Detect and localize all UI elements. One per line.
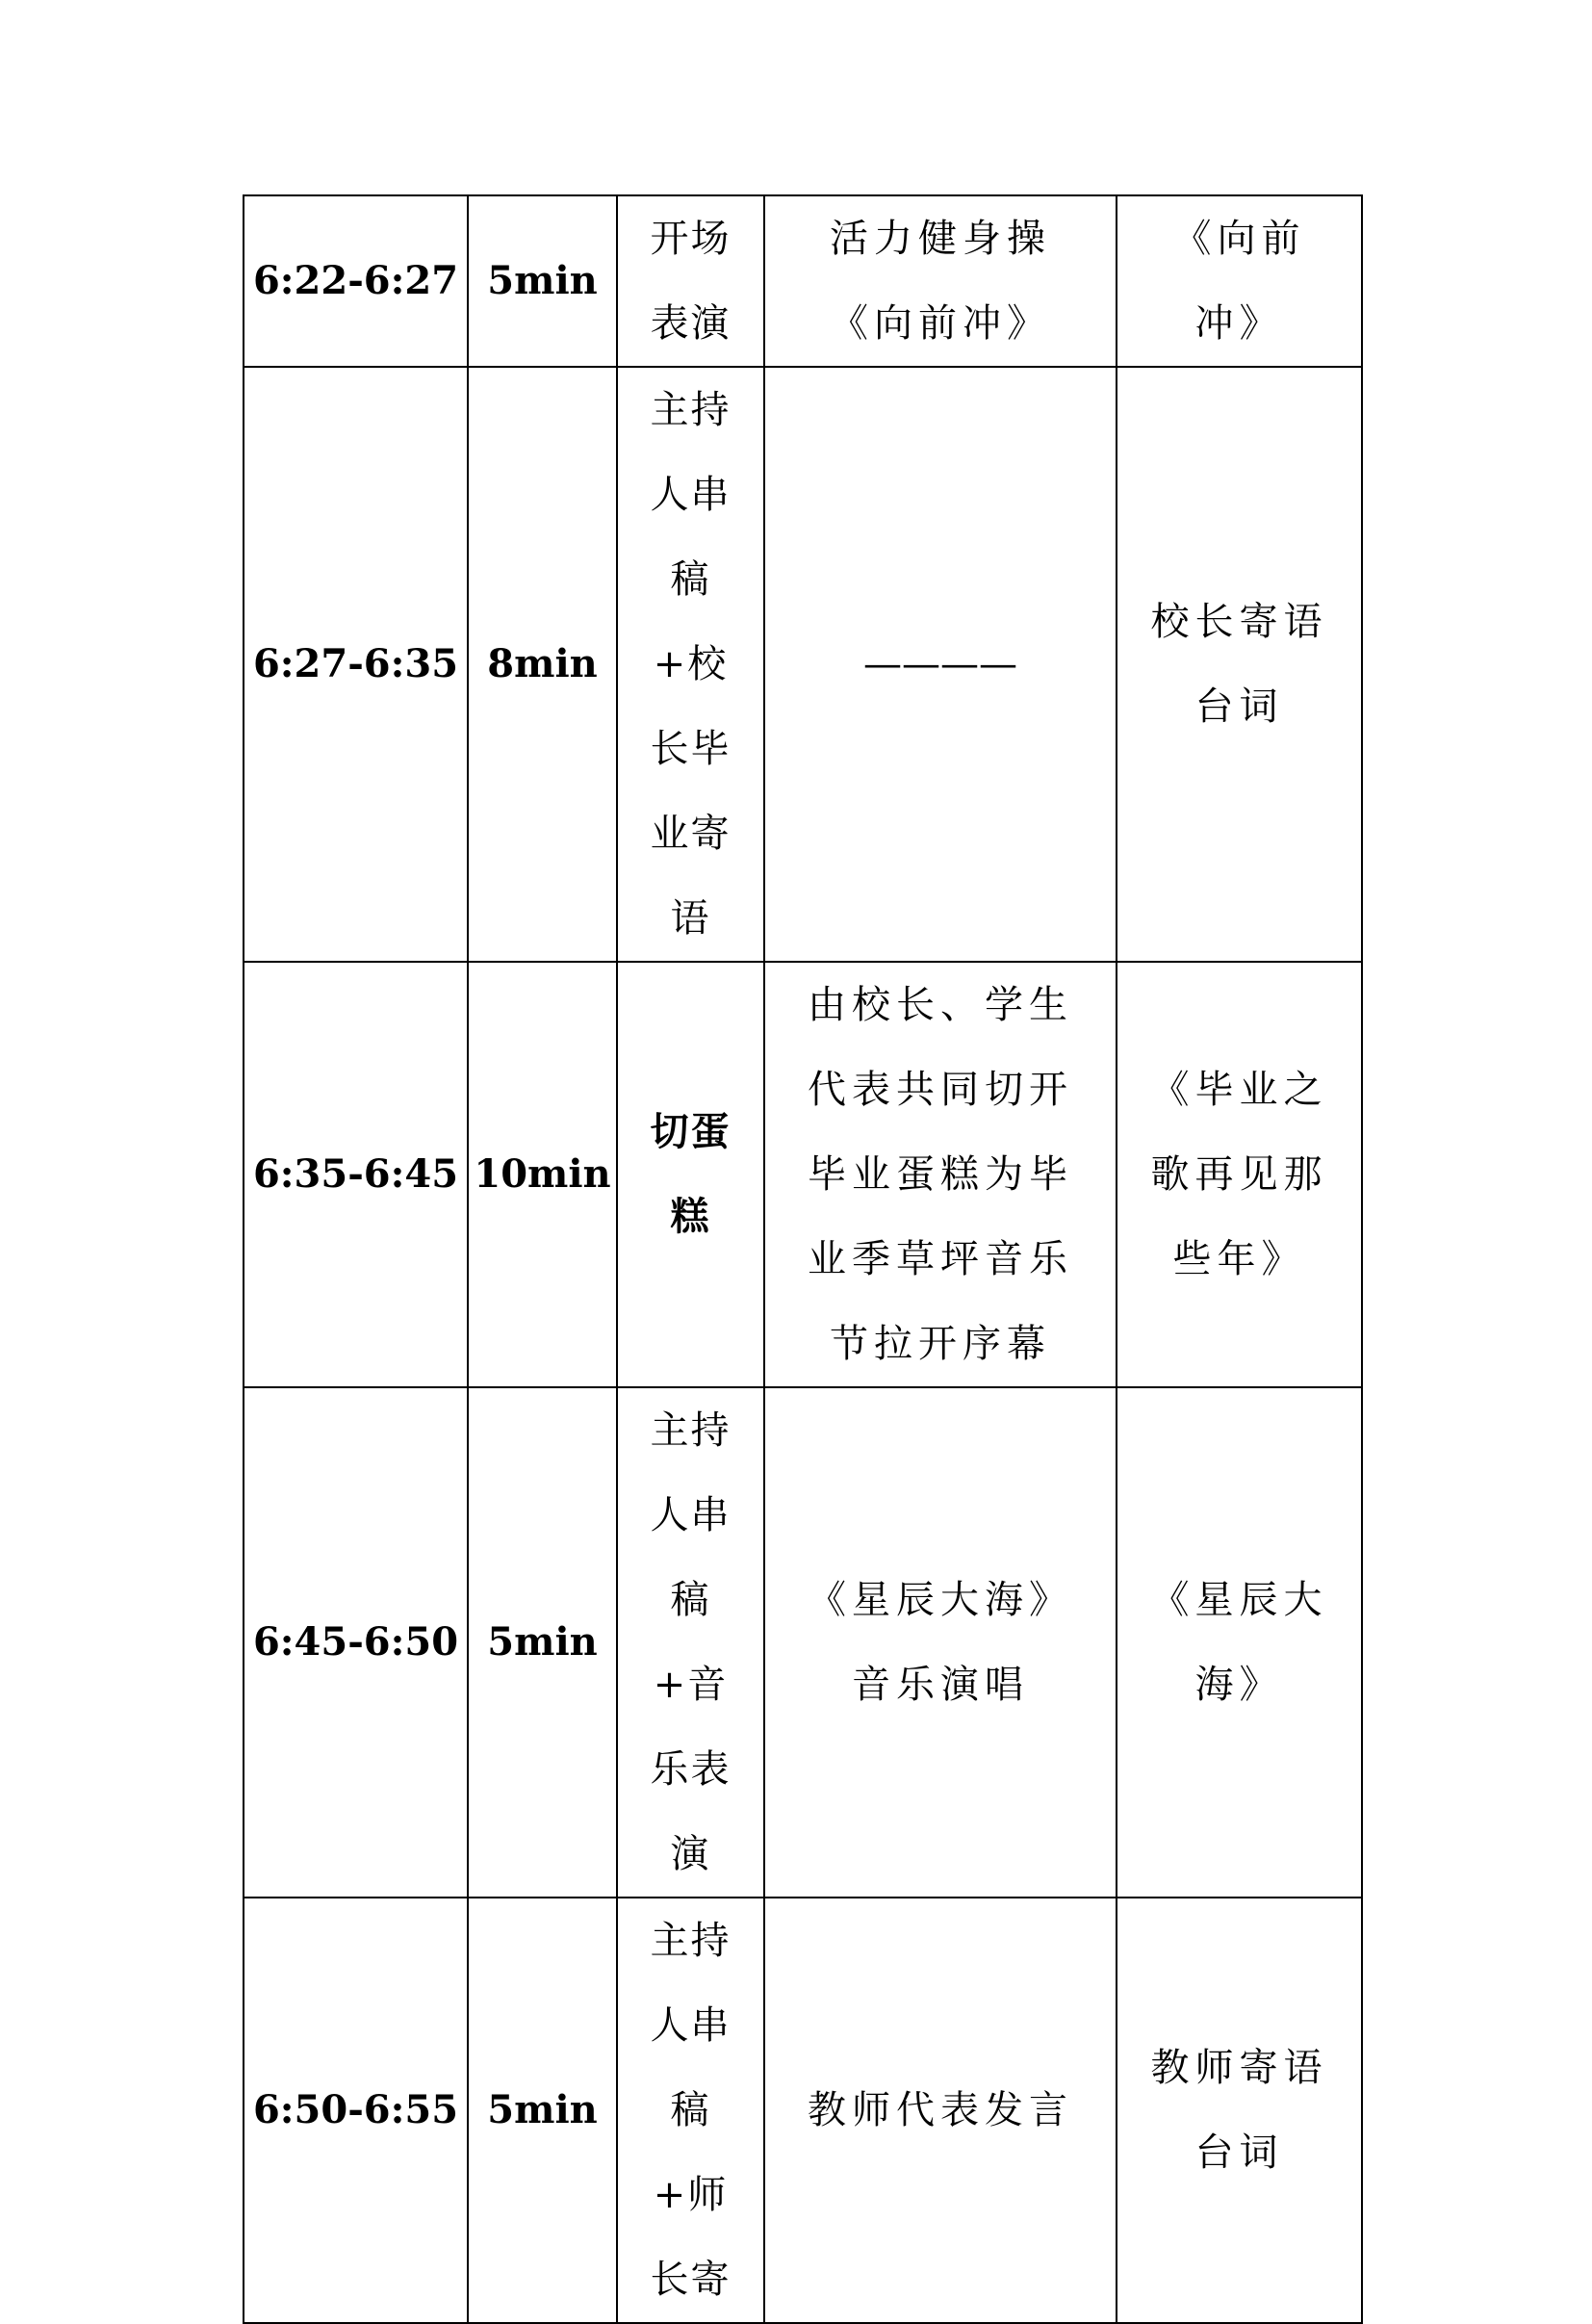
duration-cell: 10min: [468, 962, 617, 1387]
music-cell: 教师寄语台词: [1117, 1898, 1362, 2323]
table-row: [244, 367, 1362, 962]
time-cell: 6:27-6:35: [244, 367, 468, 962]
music-cell: 《向前冲》: [1117, 195, 1362, 367]
time-cell: 6:45-6:50: [244, 1387, 468, 1898]
duration-cell: 8min: [468, 367, 617, 962]
music-cell: 校长寄语台词: [1117, 367, 1362, 962]
time-cell: 6:22-6:27: [244, 195, 468, 367]
time-cell: 6:35-6:45: [244, 962, 468, 1387]
duration-cell: 5min: [468, 1898, 617, 2323]
content-cell: 由校长、学生代表共同切开毕业蛋糕为毕业季草坪音乐节拉开序幕: [764, 962, 1117, 1387]
duration-cell: 5min: [468, 195, 617, 367]
segment-type-cell: 主持人串稿+校长毕业寄语: [617, 367, 764, 962]
content-cell: 《星辰大海》音乐演唱: [764, 1387, 1117, 1898]
schedule-table: [243, 194, 1363, 2324]
duration-cell: 5min: [468, 1387, 617, 1898]
music-cell: 《毕业之歌再见那些年》: [1117, 962, 1362, 1387]
segment-type-cell: 切蛋糕: [617, 962, 764, 1387]
segment-type-cell: 主持人串稿+音乐表演: [617, 1387, 764, 1898]
content-cell: 教师代表发言: [764, 1898, 1117, 2323]
segment-type-cell: 主持人串稿+师长寄: [617, 1898, 764, 2323]
table-row: [244, 1898, 1362, 2323]
music-cell: 《星辰大海》: [1117, 1387, 1362, 1898]
content-cell: 活力健身操《向前冲》: [764, 195, 1117, 367]
time-cell: 6:50-6:55: [244, 1898, 468, 2323]
content-cell: ————: [764, 367, 1117, 962]
table-row: [244, 195, 1362, 367]
table-row: [244, 962, 1362, 1387]
table-row: [244, 1387, 1362, 1898]
segment-type-cell: 开场表演: [617, 195, 764, 367]
